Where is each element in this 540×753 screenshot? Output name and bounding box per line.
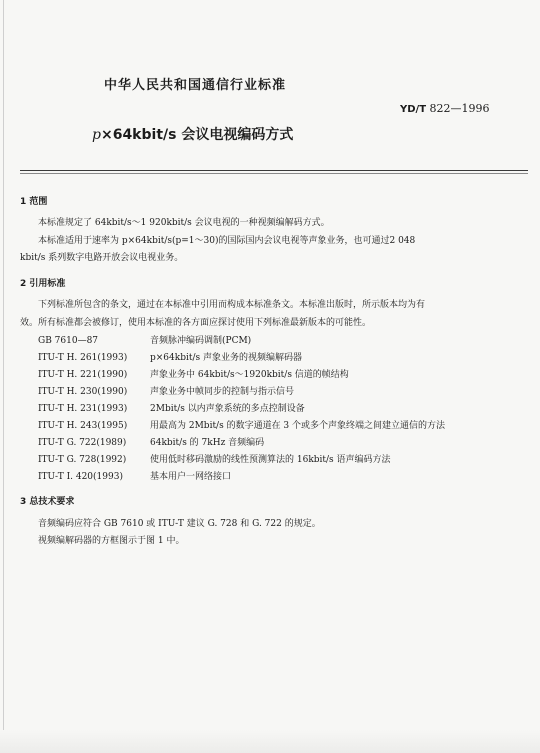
section-1-para-1: 本标准规定了 64kbit/s～1 920kbit/s 会议电视的一种视频编解码方式。 <box>38 218 330 228</box>
reference-row <box>38 367 349 380</box>
reference-title: p×64kbit/s 声象业务的视频编解码器 <box>150 353 302 363</box>
reference-row <box>38 401 305 414</box>
reference-code: ITU-T H. 221(1990) <box>38 370 128 380</box>
reference-title: 基本用户一网络接口 <box>150 472 232 482</box>
reference-title: 声象业务中帧同步的控制与指示信号 <box>150 387 295 397</box>
title-text: ×64kbit/s 会议电视编码方式 <box>100 127 294 143</box>
standard-prefix: YD/T <box>400 104 427 115</box>
reference-code: ITU-T H. 261(1993) <box>38 353 128 363</box>
reference-title: 声象业务中 64kbit/s～1920kbit/s 信道的帧结构 <box>150 370 349 380</box>
reference-row <box>38 452 391 465</box>
reference-row <box>38 418 445 431</box>
standard-number <box>400 102 490 115</box>
reference-code: GB 7610—87 <box>38 336 99 346</box>
reference-title: 用最高为 2Mbit/s 的数字通道在 3 个或多个声象终端之间建立通信的方法 <box>150 421 446 431</box>
title-rule-thick <box>20 170 528 171</box>
reference-title: 2Mbit/s 以内声象系统的多点控制设备 <box>150 404 305 414</box>
page-bottom-shade <box>0 730 540 753</box>
section-3-heading: 3 总技术要求 <box>20 497 75 507</box>
reference-code: ITU-T I. 420(1993) <box>38 472 123 482</box>
org-title: 中华人民共和国通信行业标准 <box>104 78 287 93</box>
reference-row <box>38 435 264 448</box>
reference-row <box>38 333 251 346</box>
reference-code: ITU-T H. 243(1995) <box>38 421 128 431</box>
title-variable: p <box>92 127 101 143</box>
reference-code: ITU-T G. 722(1989) <box>38 438 127 448</box>
section-2-heading: 2 引用标准 <box>20 279 66 289</box>
title-rule-thin <box>20 173 528 174</box>
section-2-para-1: 下列标准所包含的条文，通过在本标准中引用而构成本标准条文。本标准出版时，所示版本均为有 <box>38 300 426 310</box>
reference-title: 音频脉冲编码调制(PCM) <box>150 336 252 346</box>
section-1-heading: 1 范围 <box>20 197 48 207</box>
reference-code: ITU-T H. 230(1990) <box>38 387 128 397</box>
section-3-para-1: 音频编码应符合 GB 7610 或 ITU-T 建议 G. 728 和 G. 722 的规定。 <box>38 519 321 529</box>
section-3-para-2: 视频编解码器的方框图示于图 1 中。 <box>38 536 185 546</box>
section-1-para-2: 本标准适用于速率为 p×64kbit/s(p=1～30)的国际国内会议电视等声象业务，也可通过2 048 <box>38 236 416 246</box>
reference-code: ITU-T H. 231(1993) <box>38 404 128 414</box>
standard-code: 822—1996 <box>429 102 490 115</box>
reference-row <box>38 350 302 363</box>
reference-title: 64kbit/s 的 7kHz 音频编码 <box>150 438 265 448</box>
reference-code: ITU-T G. 728(1992) <box>38 455 127 465</box>
reference-row <box>38 384 294 397</box>
reference-title: 使用低时移码激励的线性预测算法的 16kbit/s 语声编码方法 <box>150 455 391 465</box>
section-1-para-2-cont: kbit/s 系列数字电路开放会议电视业务。 <box>20 253 184 263</box>
document-title <box>92 124 293 144</box>
reference-row <box>38 469 231 482</box>
section-2-para-1-cont: 效。所有标准都会被修订，使用本标准的各方面应探讨使用下列标准最新版本的可能性。 <box>20 318 372 328</box>
binding-edge <box>3 0 4 753</box>
